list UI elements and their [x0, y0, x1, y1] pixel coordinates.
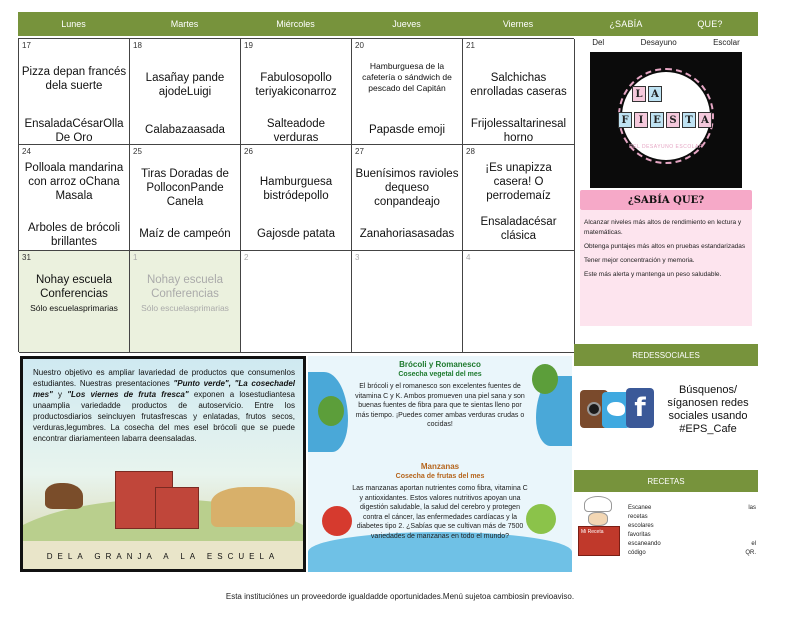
recetas-header: RECETAS — [574, 470, 758, 492]
day-number: 3 — [355, 253, 360, 262]
apples-subtitle: Cosecha de frutas del mes — [395, 473, 485, 480]
side-text: Sólo escuelasprimarias — [141, 303, 229, 313]
broccoli-subtitle: Cosecha vegetal del mes — [398, 371, 482, 378]
entree-text: Nohay escuela Conferencias — [146, 274, 224, 300]
calendar-grid — [18, 38, 574, 352]
day-cell-empty — [463, 251, 575, 353]
side-text: EnsaladaCésarOlla De Oro — [24, 118, 124, 144]
side-subtitle — [574, 38, 758, 52]
side-text: Calabazaasada — [145, 124, 225, 136]
chef-hat-icon — [584, 496, 612, 512]
day-cell-no-school — [130, 251, 241, 353]
side-sub-escolar: Escolar — [713, 38, 740, 47]
menu-page — [18, 12, 758, 572]
day-cell — [463, 145, 575, 251]
recetas-word: QR. — [745, 550, 756, 556]
header-martes: Martes — [129, 12, 240, 36]
day-number: 27 — [355, 147, 364, 156]
day-cell — [19, 145, 130, 251]
recetas-word: favoritas — [628, 532, 651, 538]
side-text: Gajosde patata — [256, 228, 335, 240]
side-text: Sólo escuelasprimarias — [30, 303, 118, 313]
sidebar — [574, 38, 758, 572]
redes-sociales-text: Búsquenos/ síganosen redes sociales usando #EPS_Cafe — [667, 384, 749, 435]
harvest-of-month-panel — [308, 356, 572, 572]
day-number: 17 — [22, 41, 31, 50]
day-number: 20 — [355, 41, 364, 50]
logo-tile: E — [650, 112, 664, 128]
sabia-fact: Este más alerta y mantenga un peso saludable. — [584, 271, 722, 278]
day-number: 2 — [244, 253, 249, 262]
day-number: 24 — [22, 147, 31, 156]
chef-face-icon — [588, 512, 608, 526]
header-lunes: Lunes — [18, 12, 129, 36]
recipe-book-label: Mi Receta — [581, 529, 604, 535]
entree-text: Pizza depan francés dela suerte — [21, 66, 127, 92]
day-cell — [130, 39, 241, 145]
day-cell — [352, 145, 463, 251]
apples-text: Las manzanas aportan nutrientes como fibra, vitamina C y antioxidantes. Estos valores nutritivos apoyan una digestión saludable, la salud del cerebro y protegen contra el cáncer, las enfermedades cardíacas y la diabetes tipo 2. ¿Sabías que se cultivan más de 7500 variedades de manzanas en todo el mundo? — [352, 485, 528, 540]
logo-tile: L — [632, 86, 646, 102]
farm-program-names: "Punto verde", "La cosechadel mes" — [33, 379, 295, 399]
side-text: Papasde emoji — [368, 124, 446, 136]
logo-word-la — [632, 86, 662, 102]
farm-footer-title: DELA GRANJA A LA ESCUELA — [46, 552, 280, 561]
apple-illustration — [526, 504, 556, 534]
recetas-word: escolares — [628, 523, 654, 529]
broccoli-title: Brócoli y Romanesco — [399, 360, 481, 369]
side-text: Maíz de campeón — [139, 228, 231, 240]
day-cell — [352, 39, 463, 145]
recetas-word: el — [751, 541, 756, 547]
sabia-fact: Obtenga puntajes más altos en pruebas estandarizadas — [584, 243, 746, 250]
recetas-word: código — [628, 550, 646, 556]
recipe-book-icon — [578, 526, 620, 556]
header-sabia-que — [574, 12, 758, 36]
farm-text-part: exponen a losestudiantesa unaamplia variedadde productos de autoservicio. Entre los productosdiarios seincluyen frutasfrescas y enlatadas, frutos secos, verduras,legumbres. La cosecha del mes esel brócoli que se puede encontrar diariamenteen labarra deensaladas. — [33, 390, 295, 443]
header-sabia-b: QUE? — [697, 19, 723, 29]
side-sub-desayuno: Desayuno — [640, 38, 677, 47]
day-number: 21 — [466, 41, 475, 50]
apple-illustration — [322, 506, 352, 536]
header-miercoles: Miércoles — [240, 12, 351, 36]
side-text: Ensaladacésar clásica — [480, 216, 557, 242]
entree-text: Nohay escuela Conferencias — [35, 274, 113, 300]
farm-text-part: Nuestro objetivo es ampliar lavariedad de productos que consumenlos estudiantes. Nuestras presentaciones — [33, 368, 295, 388]
logo-tile: A — [698, 112, 712, 128]
side-text: Salteadode verduras — [266, 118, 326, 144]
redes-sociales-header: REDESSOCIALES — [574, 344, 758, 366]
recetas-word: las — [748, 505, 756, 511]
entree-text: Hamburguesa de la cafetería o sándwich de pescado del Capitán — [362, 61, 452, 93]
day-number: 19 — [244, 41, 253, 50]
logo-tile: A — [648, 86, 662, 102]
entree-text: Fabulosopollo teriyakiconarroz — [255, 72, 337, 98]
farm-text-part: y — [58, 390, 63, 399]
broccoli-illustration — [532, 364, 558, 394]
farm-program-names: "Los viernes de fruta fresca" — [67, 390, 189, 399]
horse-illustration — [45, 483, 83, 509]
logo-tile: S — [666, 112, 680, 128]
recetas-word: recetas — [628, 514, 648, 520]
recetas-word: Escanee — [628, 505, 652, 511]
day-cell — [19, 39, 130, 145]
day-cell — [130, 145, 241, 251]
logo-tile: F — [618, 112, 632, 128]
day-number: 26 — [244, 147, 253, 156]
side-text: Zanahoriasasadas — [359, 228, 455, 240]
sabia-fact: Alcanzar niveles más altos de rendimiento en lectura y matemáticas. — [584, 219, 742, 236]
day-cell — [241, 39, 352, 145]
day-cell-empty — [352, 251, 463, 353]
logo-tagline: DEL DESAYUNO ESCOLAR — [629, 144, 703, 150]
social-icons — [580, 388, 654, 432]
barn-illustration — [155, 487, 199, 529]
entree-text: Tiras Doradas de PolloconPande Canela — [141, 168, 229, 208]
day-cell — [241, 145, 352, 251]
entree-text: Buenísimos ravioles dequeso conpandeajo — [355, 168, 459, 208]
header-jueves: Jueves — [351, 12, 462, 36]
farm-to-school-panel — [20, 356, 306, 572]
chef-illustration — [576, 496, 624, 558]
day-number: 31 — [22, 253, 31, 262]
day-number: 18 — [133, 41, 142, 50]
side-text: Arboles de brócoli brillantes — [27, 222, 121, 248]
entree-text: Hamburguesa bistródepollo — [259, 176, 333, 202]
day-cell — [463, 39, 575, 145]
broccoli-text: El brócoli y el romanesco son excelentes fuentes de vitamina C y K. Ambos promueven una piel sana y son buenas fuentes de fibra para que te sientas lleno por más tiempo. ¡Puedes comer ambas verduras crudas o cocidas! — [355, 383, 525, 428]
hay-illustration — [211, 487, 295, 527]
apples-title: Manzanas — [420, 462, 460, 471]
broccoli-illustration — [318, 396, 344, 426]
side-text: Frijolessaltarinesal horno — [470, 118, 567, 144]
sabia-fact: Tener mejor concentración y memoria. — [584, 257, 695, 264]
facebook-icon: f — [626, 388, 654, 428]
sabia-que-title: ¿SABÍA QUE? — [580, 190, 752, 210]
entree-text: Salchichas enrolladas caseras — [470, 72, 567, 98]
day-number: 25 — [133, 147, 142, 156]
recetas-word: escaneando — [628, 541, 661, 547]
entree-text: ¡Es unapizza casera! O perrodemaíz — [485, 162, 552, 202]
day-cell-empty — [241, 251, 352, 353]
header-sabia-a: ¿SABÍA — [609, 19, 643, 29]
farm-text — [33, 367, 295, 444]
day-cell-no-school — [19, 251, 130, 353]
sabia-que-box — [580, 210, 752, 326]
day-number: 1 — [133, 253, 138, 262]
logo-word-fiesta — [618, 112, 712, 128]
recetas-text — [628, 504, 756, 558]
logo-tile: I — [634, 112, 648, 128]
day-number: 4 — [466, 253, 471, 262]
header-viernes: Viernes — [462, 12, 574, 36]
side-sub-del: Del — [592, 38, 605, 47]
entree-text: Polloala mandarina con arroz oChana Masala — [24, 162, 124, 202]
page-footer: Esta instituciónes un proveedorde igualdadde oportunidades.Menú sujetoa cambiosin previoaviso. — [225, 592, 575, 601]
logo-tile: T — [682, 112, 696, 128]
la-fiesta-logo — [590, 52, 742, 188]
entree-text: Lasañay pande ajodeLuigi — [145, 72, 225, 98]
day-number: 28 — [466, 147, 475, 156]
